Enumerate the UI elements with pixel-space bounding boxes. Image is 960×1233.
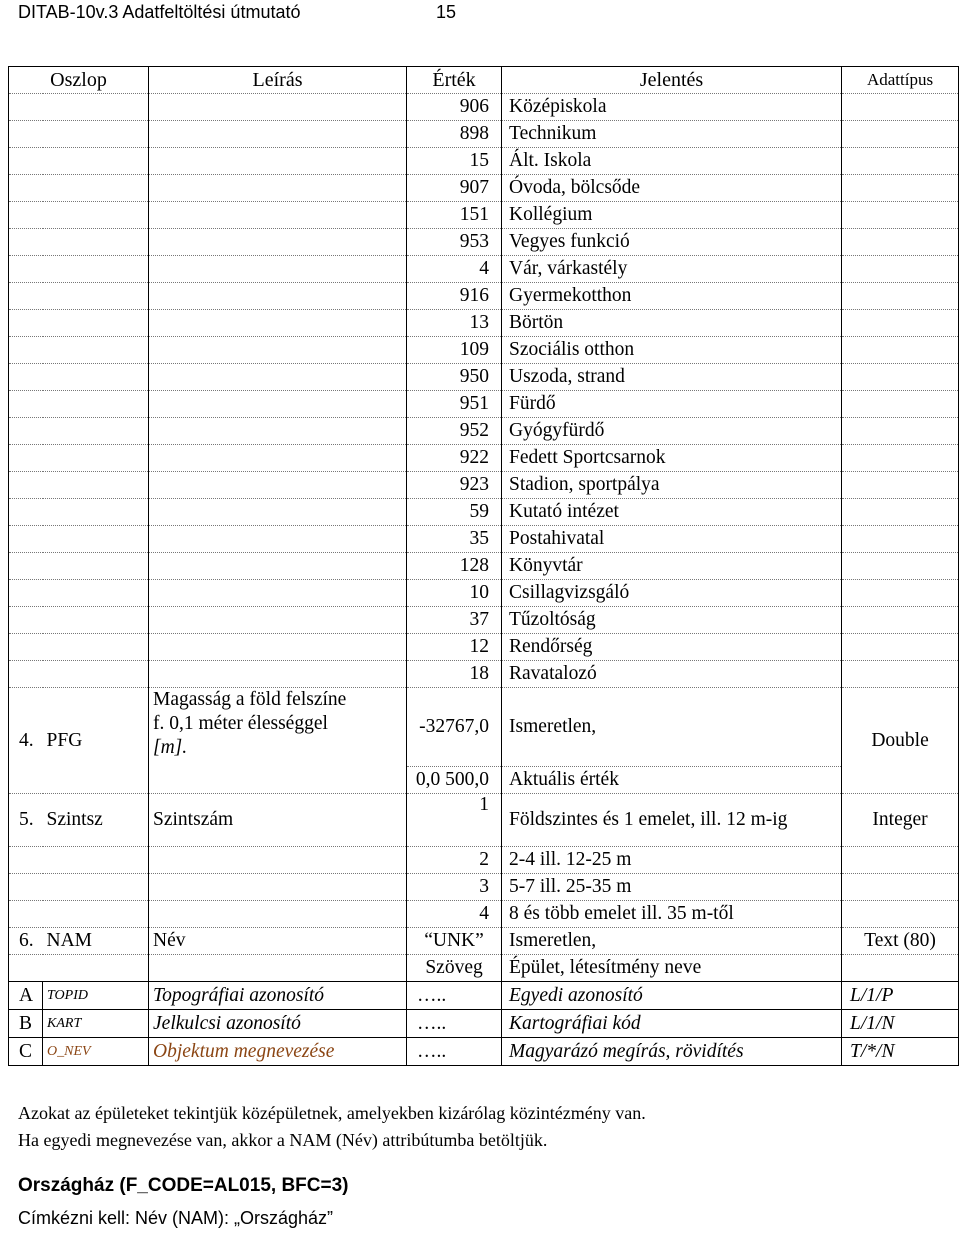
meta-value: ….. [407,1038,502,1066]
code-row [9,94,959,121]
empty-cell [149,175,407,202]
code-meaning: Technikum [502,121,842,148]
szintsz-row [9,847,959,874]
code-value: 916 [407,283,502,310]
attr-meaning: 2-4 ill. 12-25 m [502,847,842,874]
meta-value: ….. [407,1010,502,1038]
empty-cell [9,955,43,982]
empty-cell [842,283,959,310]
attr-number: 6. [9,928,43,955]
empty-cell [842,337,959,364]
attr-code: Szintsz [43,794,149,847]
attr-value: “UNK” [407,928,502,955]
empty-cell [842,526,959,553]
attr-meaning: Ismeretlen, [502,928,842,955]
code-row [9,256,959,283]
note-line-1: Azokat az épületeket tekintjük középületnek, amelyekben kizárólag közintézmény van. [18,1103,646,1123]
code-meaning: Középiskola [502,94,842,121]
meta-type: L/1/P [842,982,959,1010]
meta-meaning: Kartográfiai kód [502,1010,842,1038]
code-meaning: Kollégium [502,202,842,229]
code-row [9,391,959,418]
empty-cell [149,553,407,580]
attr-description: Szintszám [149,794,407,847]
code-meaning: Ravatalozó [502,661,842,688]
empty-cell [149,202,407,229]
attr-type: Text (80) [842,928,959,955]
attr-meaning: Ismeretlen, [502,688,842,767]
empty-cell [842,418,959,445]
attr-value: -32767,0 [407,688,502,767]
empty-cell [9,337,149,364]
page-number: 15 [436,2,457,22]
szintsz-row [9,794,959,847]
empty-cell [149,580,407,607]
empty-cell [9,553,149,580]
empty-cell [149,901,407,928]
empty-cell [842,121,959,148]
empty-cell [149,229,407,256]
empty-cell [9,499,149,526]
code-value: 922 [407,445,502,472]
code-meaning: Vár, várkastély [502,256,842,283]
meta-code: TOPID [43,982,149,1010]
szintsz-row [9,901,959,928]
attr-number: 4. [9,688,43,794]
empty-cell [842,94,959,121]
empty-cell [9,283,149,310]
code-row [9,175,959,202]
desc-unit: [m]. [153,737,188,758]
code-value: 953 [407,229,502,256]
attr-value: Szöveg [407,955,502,982]
pfg-row [9,688,959,767]
code-meaning: Gyermekotthon [502,283,842,310]
col-header-ertek: Érték [407,67,502,94]
empty-cell [149,148,407,175]
code-row [9,121,959,148]
code-value: 907 [407,175,502,202]
meta-meaning: Magyarázó megírás, rövidítés [502,1038,842,1066]
attr-type: Integer [842,794,959,847]
empty-cell [842,901,959,928]
code-value: 13 [407,310,502,337]
empty-cell [842,553,959,580]
empty-cell [9,472,149,499]
empty-cell [149,847,407,874]
code-value: 952 [407,418,502,445]
meta-row [9,982,959,1010]
empty-cell [43,874,149,901]
attr-value: 4 [407,901,502,928]
empty-cell [842,202,959,229]
empty-cell [9,874,43,901]
col-header-jelentes: Jelentés [502,67,842,94]
code-value: 18 [407,661,502,688]
attr-value: 2 [407,847,502,874]
attr-meaning: Földszintes és 1 emelet, ill. 12 m-ig [502,794,842,847]
table-header-row [9,67,959,94]
empty-cell [9,607,149,634]
col-header-leiras: Leírás [149,67,407,94]
empty-cell [149,445,407,472]
code-value: 10 [407,580,502,607]
code-value: 12 [407,634,502,661]
empty-cell [9,175,149,202]
code-meaning: Postahivatal [502,526,842,553]
empty-cell [9,229,149,256]
nam-row [9,955,959,982]
empty-cell [149,472,407,499]
code-row [9,283,959,310]
empty-cell [842,310,959,337]
empty-cell [842,148,959,175]
code-row [9,364,959,391]
desc-line: Magasság a föld felszíne [153,689,347,710]
code-meaning: Vegyes funkció [502,229,842,256]
code-row [9,148,959,175]
empty-cell [9,202,149,229]
empty-cell [9,256,149,283]
code-meaning: Kutató intézet [502,499,842,526]
code-row [9,229,959,256]
code-row [9,526,959,553]
empty-cell [149,526,407,553]
empty-cell [43,955,149,982]
empty-cell [9,901,43,928]
attr-description: Név [149,928,407,955]
empty-cell [9,580,149,607]
attr-value: 3 [407,874,502,901]
label-instruction: Címkézni kell: Név (NAM): „Országház” [18,1208,334,1228]
empty-cell [149,955,407,982]
attr-number: 5. [9,794,43,847]
code-row [9,445,959,472]
empty-cell [149,364,407,391]
code-row [9,418,959,445]
empty-cell [9,148,149,175]
empty-cell [842,472,959,499]
attribute-table [8,66,959,1066]
code-value: 950 [407,364,502,391]
meta-letter: A [9,982,43,1010]
empty-cell [149,310,407,337]
empty-cell [149,283,407,310]
meta-type: L/1/N [842,1010,959,1038]
code-row [9,634,959,661]
nam-row [9,928,959,955]
meta-row [9,1038,959,1066]
note-line-2: Ha egyedi megnevezése van, akkor a NAM (Név) attribútumba betöltjük. [18,1130,548,1150]
empty-cell [9,847,43,874]
empty-cell [9,310,149,337]
code-meaning: Fürdő [502,391,842,418]
code-meaning: Fedett Sportcsarnok [502,445,842,472]
code-meaning: Óvoda, bölcsőde [502,175,842,202]
empty-cell [842,634,959,661]
code-meaning: Ált. Iskola [502,148,842,175]
attr-code: NAM [43,928,149,955]
empty-cell [149,337,407,364]
meta-row [9,1010,959,1038]
empty-cell [842,499,959,526]
empty-cell [9,94,149,121]
code-row [9,310,959,337]
empty-cell [43,901,149,928]
code-meaning: Gyógyfürdő [502,418,842,445]
attr-description [149,688,407,794]
empty-cell [9,121,149,148]
attr-meaning: 5-7 ill. 25-35 m [502,874,842,901]
code-meaning: Könyvtár [502,553,842,580]
code-value: 128 [407,553,502,580]
meta-description: Topográfiai azonosító [149,982,407,1010]
empty-cell [842,874,959,901]
code-value: 951 [407,391,502,418]
code-meaning: Stadion, sportpálya [502,472,842,499]
empty-cell [149,874,407,901]
code-value: 898 [407,121,502,148]
attr-meaning: 8 és több emelet ill. 35 m-től [502,901,842,928]
empty-cell [842,175,959,202]
meta-meaning: Egyedi azonosító [502,982,842,1010]
code-value: 4 [407,256,502,283]
code-meaning: Rendőrség [502,634,842,661]
meta-description: Objektum megnevezése [149,1038,407,1066]
code-meaning: Szociális otthon [502,337,842,364]
desc-line: f. 0,1 méter élességgel [153,713,328,734]
empty-cell [149,256,407,283]
empty-cell [149,607,407,634]
code-value: 35 [407,526,502,553]
empty-cell [842,256,959,283]
empty-cell [9,661,149,688]
code-value: 59 [407,499,502,526]
meta-description: Jelkulcsi azonosító [149,1010,407,1038]
empty-cell [9,391,149,418]
attr-meaning: Épület, létesítmény neve [502,955,842,982]
code-row [9,472,959,499]
empty-cell [842,364,959,391]
code-value: 923 [407,472,502,499]
empty-cell [9,445,149,472]
empty-cell [149,391,407,418]
empty-cell [149,94,407,121]
attr-code: PFG [43,688,149,794]
empty-cell [9,526,149,553]
code-row [9,580,959,607]
szintsz-row [9,874,959,901]
code-value: 151 [407,202,502,229]
empty-cell [9,418,149,445]
col-header-adattipus: Adattípus [842,67,959,94]
empty-cell [149,661,407,688]
empty-cell [149,418,407,445]
empty-cell [842,955,959,982]
code-value: 906 [407,94,502,121]
code-meaning: Csillagvizsgáló [502,580,842,607]
meta-letter: C [9,1038,43,1066]
empty-cell [149,634,407,661]
empty-cell [842,847,959,874]
code-row [9,553,959,580]
empty-cell [842,607,959,634]
empty-cell [9,364,149,391]
meta-code: O_NEV [43,1038,149,1066]
code-row [9,202,959,229]
notes [18,1100,646,1154]
empty-cell [149,121,407,148]
page-header [18,2,457,23]
col-header-oszlop: Oszlop [9,67,149,94]
meta-code: KART [43,1010,149,1038]
empty-cell [842,445,959,472]
document-title: DITAB-10v.3 Adatfeltöltési útmutató [18,2,301,22]
code-meaning: Tűzoltóság [502,607,842,634]
attr-value: 1 [407,794,502,847]
empty-cell [842,580,959,607]
section-title: Országház (F_CODE=AL015, BFC=3) [18,1175,349,1196]
meta-letter: B [9,1010,43,1038]
code-value: 37 [407,607,502,634]
code-value: 15 [407,148,502,175]
code-row [9,607,959,634]
code-value: 109 [407,337,502,364]
code-row [9,661,959,688]
empty-cell [149,499,407,526]
empty-cell [842,391,959,418]
code-meaning: Börtön [502,310,842,337]
meta-type: T/*/N [842,1038,959,1066]
meta-value: ….. [407,982,502,1010]
attr-meaning: Aktuális érték [502,767,842,794]
empty-cell [842,661,959,688]
empty-cell [43,847,149,874]
code-row [9,499,959,526]
code-meaning: Uszoda, strand [502,364,842,391]
empty-cell [9,634,149,661]
attr-value: 0,0 500,0 [407,767,502,794]
attr-type: Double [842,688,959,794]
code-row [9,337,959,364]
empty-cell [842,229,959,256]
